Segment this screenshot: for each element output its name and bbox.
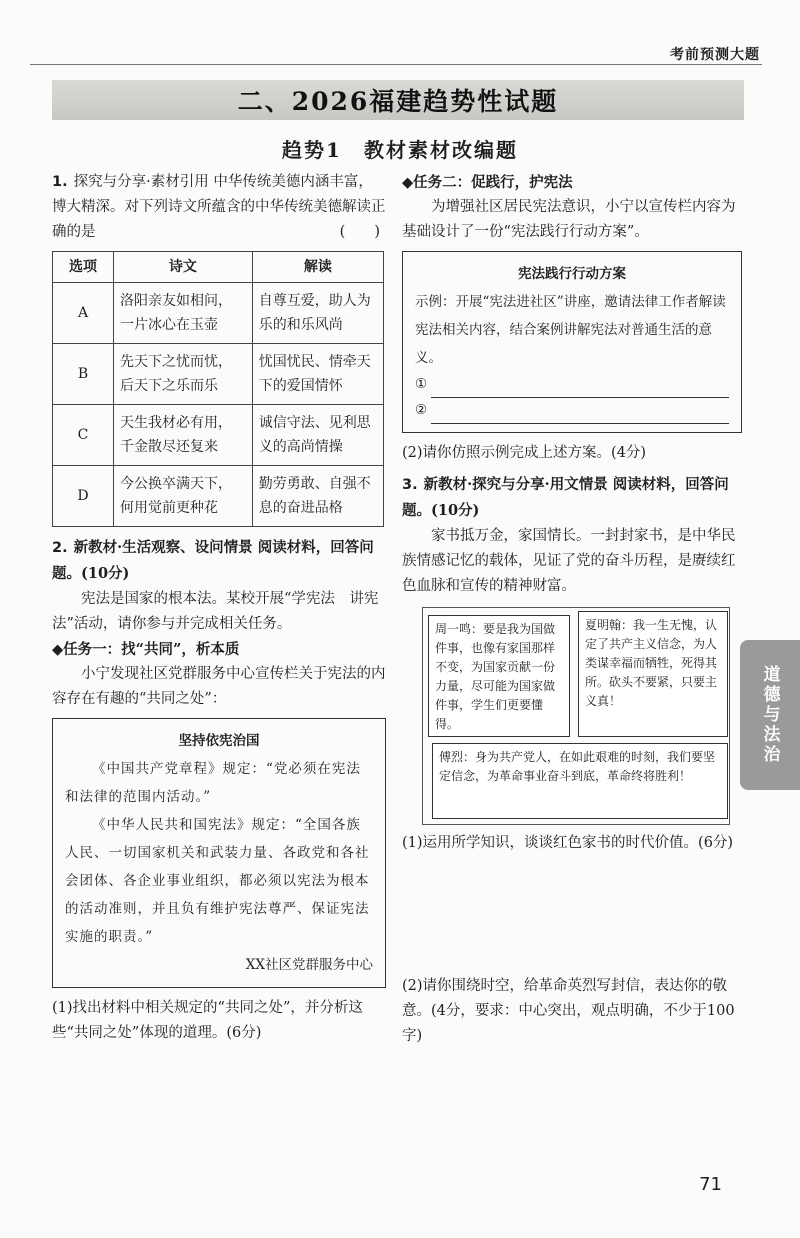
table-row: [53, 466, 384, 527]
option-poem: 先天下之忧而忧，后天下之乐而乐: [114, 344, 253, 405]
q1-text: 探究与分享·素材引用 中华传统美德内涵丰富，博大精深。对下列诗文所蕴含的中华传统美德解读正确的是: [52, 174, 386, 240]
table-row: [53, 405, 384, 466]
box-source: XX社区党群服务中心: [245, 957, 373, 973]
family-letter-comic: [422, 607, 732, 825]
q2-text: 新教材·生活观察、设问情景 阅读材料，回答问题。(10分): [52, 539, 374, 582]
option-poem: 今公换卒满天下，何用觉前更种花: [114, 466, 253, 527]
box-paragraph: 《中国共产党章程》规定：“党必须在宪法和法律的范围内活动。”: [65, 761, 361, 805]
answer-space: [402, 856, 742, 974]
subject-side-tab: [740, 640, 800, 790]
q3-sub1: (1)运用所学知识，谈谈红色家书的时代价值。(6分): [402, 835, 734, 851]
option-reading: 勤劳勇敢、自强不息的奋进品格: [252, 466, 383, 527]
option-key: A: [53, 283, 114, 344]
option-key: C: [53, 405, 114, 466]
q2-sub2: (2)请你仿照示例完成上述方案。(4分): [402, 445, 647, 461]
q3-stem: [402, 472, 742, 524]
table-header-row: [53, 252, 384, 283]
right-column: [402, 170, 742, 1049]
task1-text: 小宁发现社区党群服务中心宣传栏关于宪法的内容存在有趣的“共同之处”：: [52, 666, 386, 707]
comic-panel-2: [578, 611, 728, 737]
option-reading: 诚信守法、见利思义的高尚情操: [252, 405, 383, 466]
q2-sub1: (1)找出材料中相关规定的“共同之处”，并分析这些“共同之处”体现的道理。(6分): [52, 1000, 363, 1041]
q2-intro: 宪法是国家的根本法。某校开展“学宪法 讲宪法”活动，请你参与并完成相关任务。: [52, 591, 379, 632]
running-header: 考前预测大题: [670, 47, 760, 63]
option-reading: 自尊互爱，助人为乐的和乐风尚: [252, 283, 383, 344]
subject-label: 道德与法治: [759, 665, 780, 765]
plan-title: 宪法践行行动方案: [518, 266, 626, 282]
panel-text: 周一鸣：要是我为国做件事，也像有家国那样不变，为国家贡献一份力量，尽可能为国家做件事，学生们更要懂得。: [435, 622, 556, 731]
task2-heading: ◆任务二：促践行，护宪法: [402, 174, 573, 191]
q3-number: 3.: [402, 477, 418, 493]
section-title: 二、2026福建趋势性试题: [237, 87, 559, 116]
left-column: [52, 170, 386, 1046]
task1-heading: ◆任务一：找“共同”，析本质: [52, 641, 240, 658]
q3-sub2: (2)请你围绕时空，给革命英烈写封信，表达你的敬意。(4分，要求：中心突出，观点明确，不少于100字): [402, 978, 735, 1044]
box-title: 坚持依宪治国: [178, 733, 260, 749]
page-number: 71: [699, 1174, 722, 1195]
table-header: 诗文: [114, 252, 253, 283]
option-key: D: [53, 466, 114, 527]
panel-text: 傅烈：身为共产党人，在如此艰难的时刻，我们要坚定信念，为革命事业奋斗到底，革命终将胜利！: [439, 750, 716, 783]
section-subtitle: 趋势1 教材素材改编题: [282, 138, 518, 162]
task2-text: 为增强社区居民宪法意识，小宁以宣传栏内容为基础设计了一份“宪法践行行动方案”。: [402, 199, 736, 240]
option-reading: 忧国忧民、情牵天下的爱国情怀: [252, 344, 383, 405]
blank-marker: ②: [415, 402, 428, 418]
q1-options-table: [52, 251, 384, 527]
blank-marker: ①: [415, 376, 428, 392]
table-header: 选项: [53, 252, 114, 283]
q1-stem: [52, 170, 386, 245]
q3-text: 新教材·探究与分享·用文情景 阅读材料，回答问题。(10分): [402, 476, 729, 519]
plan-blank-2[interactable]: [415, 398, 729, 424]
plan-example: 示例：开展“宪法进社区”讲座，邀请法律工作者解读宪法相关内容，结合案例讲解宪法对普通生活的意义。: [415, 294, 726, 366]
section-banner: [52, 80, 744, 120]
table-row: [53, 283, 384, 344]
box-paragraph: 《中华人民共和国宪法》规定：“全国各族人民、一切国家机关和武装力量、各政党和各社会团体、各企业事业组织，都必须以宪法为根本的活动准则，并且负有维护宪法尊严、保证宪法实施的职责。”: [65, 817, 370, 945]
table-header: 解读: [252, 252, 383, 283]
plan-blank-1[interactable]: [415, 372, 729, 398]
q3-material: 家书抵万金，家国情长。一封封家书，是中华民族情感记忆的载体，见证了党的奋斗历程，是赓续红色血脉和宣传的精神财富。: [402, 528, 736, 594]
header-rule: [30, 64, 762, 65]
comic-panel-1: [428, 615, 570, 737]
option-poem: 天生我材必有用，千金散尽还复来: [114, 405, 253, 466]
q2-number: 2.: [52, 540, 68, 556]
comic-panel-3: [432, 743, 728, 819]
table-row: [53, 344, 384, 405]
q1-answer-paren: ( ): [339, 224, 380, 240]
q1-number: 1.: [52, 174, 68, 190]
option-poem: 洛阳亲友如相问，一片冰心在玉壶: [114, 283, 253, 344]
constitution-box: [52, 718, 386, 988]
action-plan-box: [402, 251, 742, 433]
option-key: B: [53, 344, 114, 405]
panel-text: 夏明翰：我一生无愧，认定了共产主义信念，为人类谋幸福而牺牲，死得其所。砍头不要紧，只要主义真！: [585, 618, 718, 708]
q2-stem: [52, 535, 386, 587]
